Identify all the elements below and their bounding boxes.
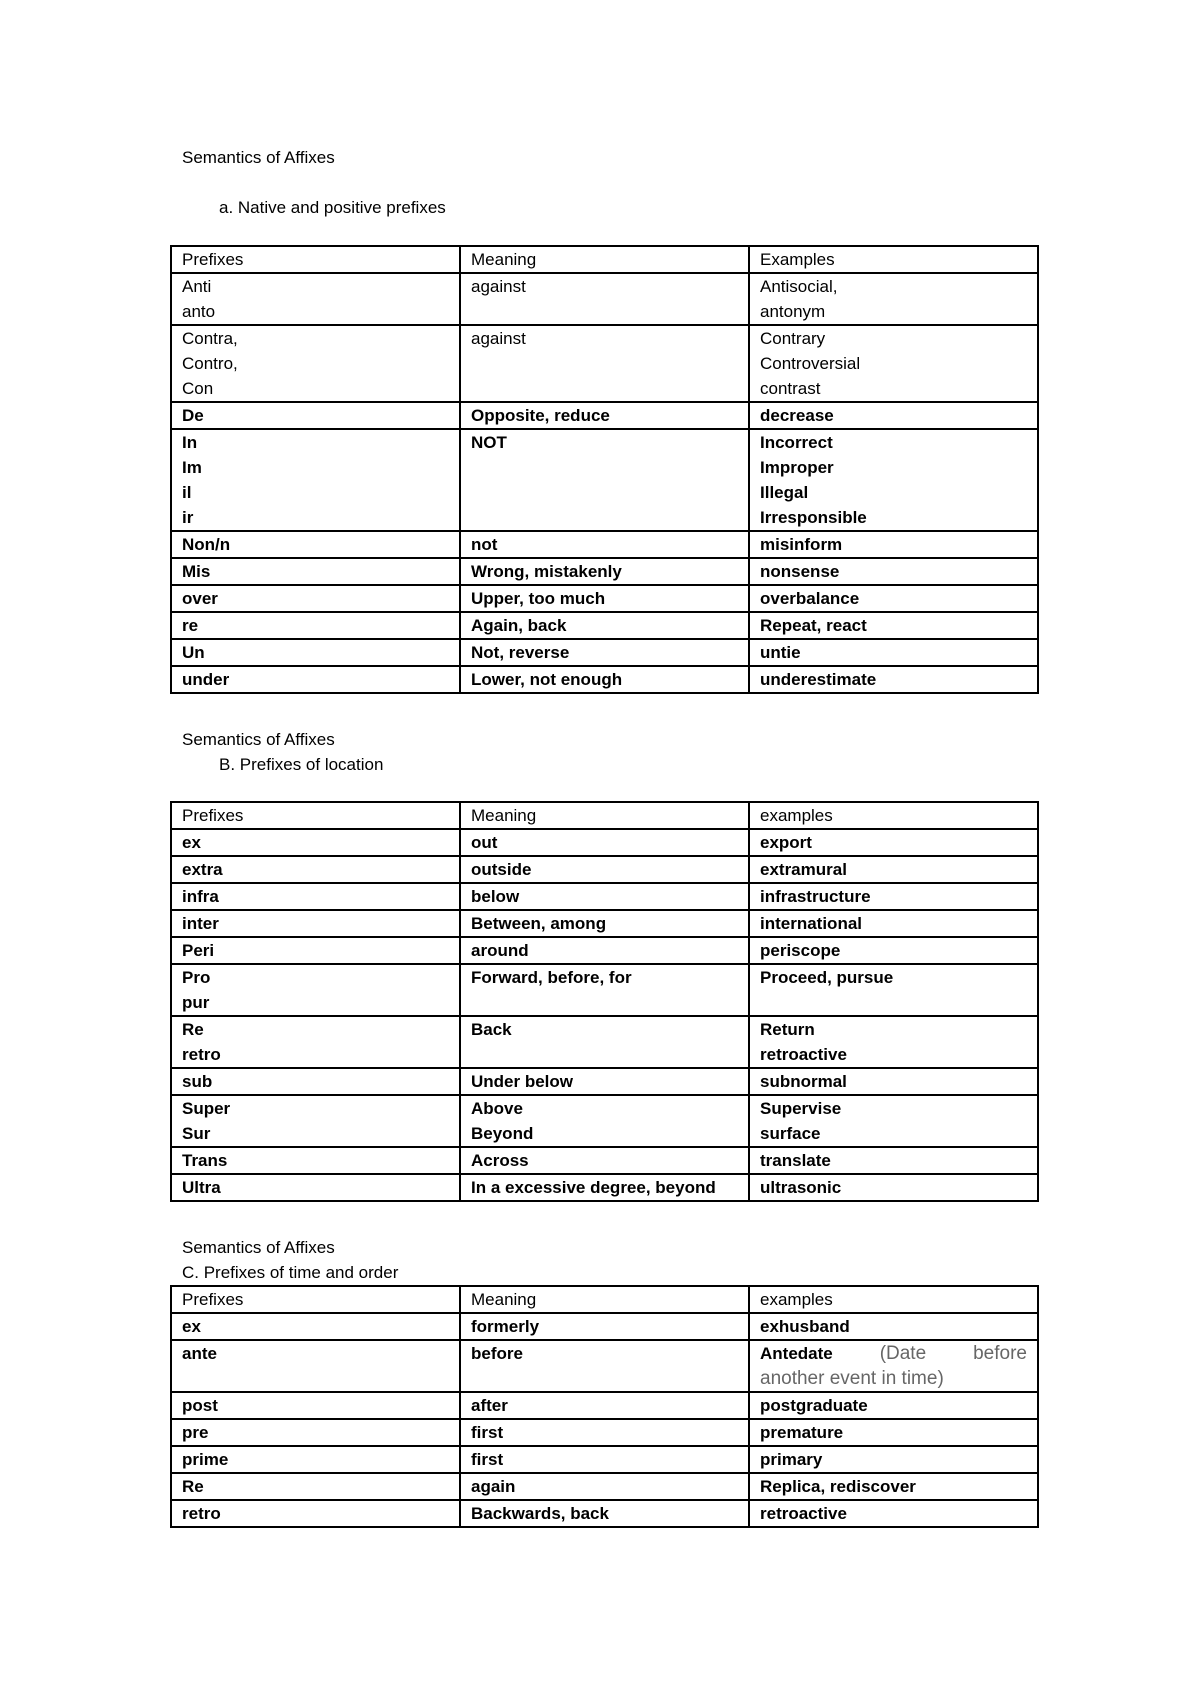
example-cell: Antisocial, antonym: [749, 273, 1038, 325]
header-meaning: Meaning: [460, 246, 749, 273]
example-cell: Repeat, react: [749, 612, 1038, 639]
table-row: [171, 325, 1038, 402]
table-row: [171, 1392, 1038, 1419]
meaning-cell: Between, among: [460, 910, 749, 937]
table-row: [171, 402, 1038, 429]
meaning-cell: around: [460, 937, 749, 964]
meaning-cell: first: [460, 1446, 749, 1473]
table-row: [171, 558, 1038, 585]
antedate-line: [760, 1341, 1027, 1366]
meaning-cell: formerly: [460, 1313, 749, 1340]
table-header-row: [171, 802, 1038, 829]
table-header-row: [171, 246, 1038, 273]
table-row: [171, 612, 1038, 639]
meaning-cell: first: [460, 1419, 749, 1446]
prefix-cell: Non/n: [171, 531, 460, 558]
table-native-prefixes: [170, 245, 1039, 694]
meaning-cell: Under below: [460, 1068, 749, 1095]
table-row: [171, 1419, 1038, 1446]
example-cell: ultrasonic: [749, 1174, 1038, 1201]
prefix-cell: infra: [171, 883, 460, 910]
section-b-subtitle: B. Prefixes of location: [219, 755, 384, 774]
prefix-cell: Trans: [171, 1147, 460, 1174]
prefix-cell: under: [171, 666, 460, 693]
prefix-cell: Anti anto: [171, 273, 460, 325]
meaning-cell: before: [460, 1340, 749, 1392]
meaning-cell: Lower, not enough: [460, 666, 749, 693]
table-row: [171, 964, 1038, 1016]
prefix-cell: inter: [171, 910, 460, 937]
section-a-subtitle: a. Native and positive prefixes: [219, 198, 446, 217]
prefix-cell: retro: [171, 1500, 460, 1527]
meaning-cell: against: [460, 325, 749, 402]
table-row: [171, 1147, 1038, 1174]
example-cell: translate: [749, 1147, 1038, 1174]
example-cell: periscope: [749, 937, 1038, 964]
prefix-cell: Peri: [171, 937, 460, 964]
prefix-cell: re: [171, 612, 460, 639]
meaning-cell: Not, reverse: [460, 639, 749, 666]
prefix-cell: De: [171, 402, 460, 429]
header-prefixes: Prefixes: [171, 246, 460, 273]
prefix-cell: Re retro: [171, 1016, 460, 1068]
meaning-cell: Opposite, reduce: [460, 402, 749, 429]
meaning-cell: below: [460, 883, 749, 910]
meaning-cell: after: [460, 1392, 749, 1419]
table-row: [171, 1313, 1038, 1340]
prefix-cell: ex: [171, 829, 460, 856]
example-cell: underestimate: [749, 666, 1038, 693]
example-cell: misinform: [749, 531, 1038, 558]
prefix-cell: Super Sur: [171, 1095, 460, 1147]
prefix-cell: ante: [171, 1340, 460, 1392]
example-cell: Contrary Controversial contrast: [749, 325, 1038, 402]
prefix-cell: Un: [171, 639, 460, 666]
meaning-cell: against: [460, 273, 749, 325]
example-cell: retroactive: [749, 1500, 1038, 1527]
example-cell: premature: [749, 1419, 1038, 1446]
table-header-row: [171, 1286, 1038, 1313]
section-c-subtitle: C. Prefixes of time and order: [182, 1263, 399, 1282]
prefix-cell: prime: [171, 1446, 460, 1473]
prefix-cell: post: [171, 1392, 460, 1419]
table-row: [171, 273, 1038, 325]
antedate-note-open: (Date: [879, 1343, 927, 1364]
meaning-cell: NOT: [460, 429, 749, 531]
header-prefixes: Prefixes: [171, 1286, 460, 1313]
table-row: [171, 883, 1038, 910]
table-row: [171, 1446, 1038, 1473]
prefix-cell: Re: [171, 1473, 460, 1500]
header-prefixes: Prefixes: [171, 802, 460, 829]
prefix-cell: ex: [171, 1313, 460, 1340]
table-row: [171, 910, 1038, 937]
prefix-cell: pre: [171, 1419, 460, 1446]
prefix-cell: Pro pur: [171, 964, 460, 1016]
header-meaning: Meaning: [460, 802, 749, 829]
table-row: [171, 639, 1038, 666]
section-a-title: Semantics of Affixes: [182, 148, 335, 167]
example-cell: exhusband: [749, 1313, 1038, 1340]
example-cell: export: [749, 829, 1038, 856]
table-row: [171, 829, 1038, 856]
meaning-cell: Across: [460, 1147, 749, 1174]
table-row: [171, 1174, 1038, 1201]
section-b-title: Semantics of Affixes: [182, 730, 335, 749]
example-cell: [749, 1340, 1038, 1392]
example-cell: Replica, rediscover: [749, 1473, 1038, 1500]
table-row: [171, 1500, 1038, 1527]
meaning-cell: Back: [460, 1016, 749, 1068]
table-row: [171, 531, 1038, 558]
example-cell: overbalance: [749, 585, 1038, 612]
prefix-cell: sub: [171, 1068, 460, 1095]
header-examples: examples: [749, 1286, 1038, 1313]
meaning-cell: In a excessive degree, beyond: [460, 1174, 749, 1201]
meaning-cell: not: [460, 531, 749, 558]
example-cell: international: [749, 910, 1038, 937]
meaning-cell: Backwards, back: [460, 1500, 749, 1527]
section-c-title: Semantics of Affixes: [182, 1238, 335, 1257]
table-row: [171, 585, 1038, 612]
meaning-cell: outside: [460, 856, 749, 883]
meaning-cell: Upper, too much: [460, 585, 749, 612]
meaning-cell: Again, back: [460, 612, 749, 639]
table-row: [171, 856, 1038, 883]
prefix-cell: extra: [171, 856, 460, 883]
prefix-cell: In Im il ir: [171, 429, 460, 531]
example-cell: subnormal: [749, 1068, 1038, 1095]
meaning-cell: Above Beyond: [460, 1095, 749, 1147]
header-examples: Examples: [749, 246, 1038, 273]
table-row: [171, 1068, 1038, 1095]
meaning-cell: again: [460, 1473, 749, 1500]
example-cell: extramural: [749, 856, 1038, 883]
example-cell: nonsense: [749, 558, 1038, 585]
header-meaning: Meaning: [460, 1286, 749, 1313]
table-row: [171, 429, 1038, 531]
table-location-prefixes: [170, 801, 1039, 1202]
prefix-cell: Ultra: [171, 1174, 460, 1201]
header-examples: examples: [749, 802, 1038, 829]
example-cell: decrease: [749, 402, 1038, 429]
antedate-note-before: before: [973, 1343, 1027, 1364]
example-cell: Proceed, pursue: [749, 964, 1038, 1016]
prefix-cell: Mis: [171, 558, 460, 585]
prefix-cell: over: [171, 585, 460, 612]
table-row: [171, 666, 1038, 693]
example-antedate: Antedate: [760, 1344, 833, 1363]
meaning-cell: Wrong, mistakenly: [460, 558, 749, 585]
example-cell: primary: [749, 1446, 1038, 1473]
example-cell: Return retroactive: [749, 1016, 1038, 1068]
table-time-order-prefixes: [170, 1285, 1039, 1528]
table-row: [171, 1016, 1038, 1068]
example-cell: Supervise surface: [749, 1095, 1038, 1147]
table-row: [171, 1340, 1038, 1392]
meaning-cell: out: [460, 829, 749, 856]
antedate-note-rest: another event in time): [760, 1368, 944, 1389]
example-cell: postgraduate: [749, 1392, 1038, 1419]
table-row: [171, 937, 1038, 964]
example-cell: Incorrect Improper Illegal Irresponsible: [749, 429, 1038, 531]
table-row: [171, 1473, 1038, 1500]
example-cell: infrastructure: [749, 883, 1038, 910]
meaning-cell: Forward, before, for: [460, 964, 749, 1016]
example-cell: untie: [749, 639, 1038, 666]
table-row: [171, 1095, 1038, 1147]
prefix-cell: Contra, Contro, Con: [171, 325, 460, 402]
